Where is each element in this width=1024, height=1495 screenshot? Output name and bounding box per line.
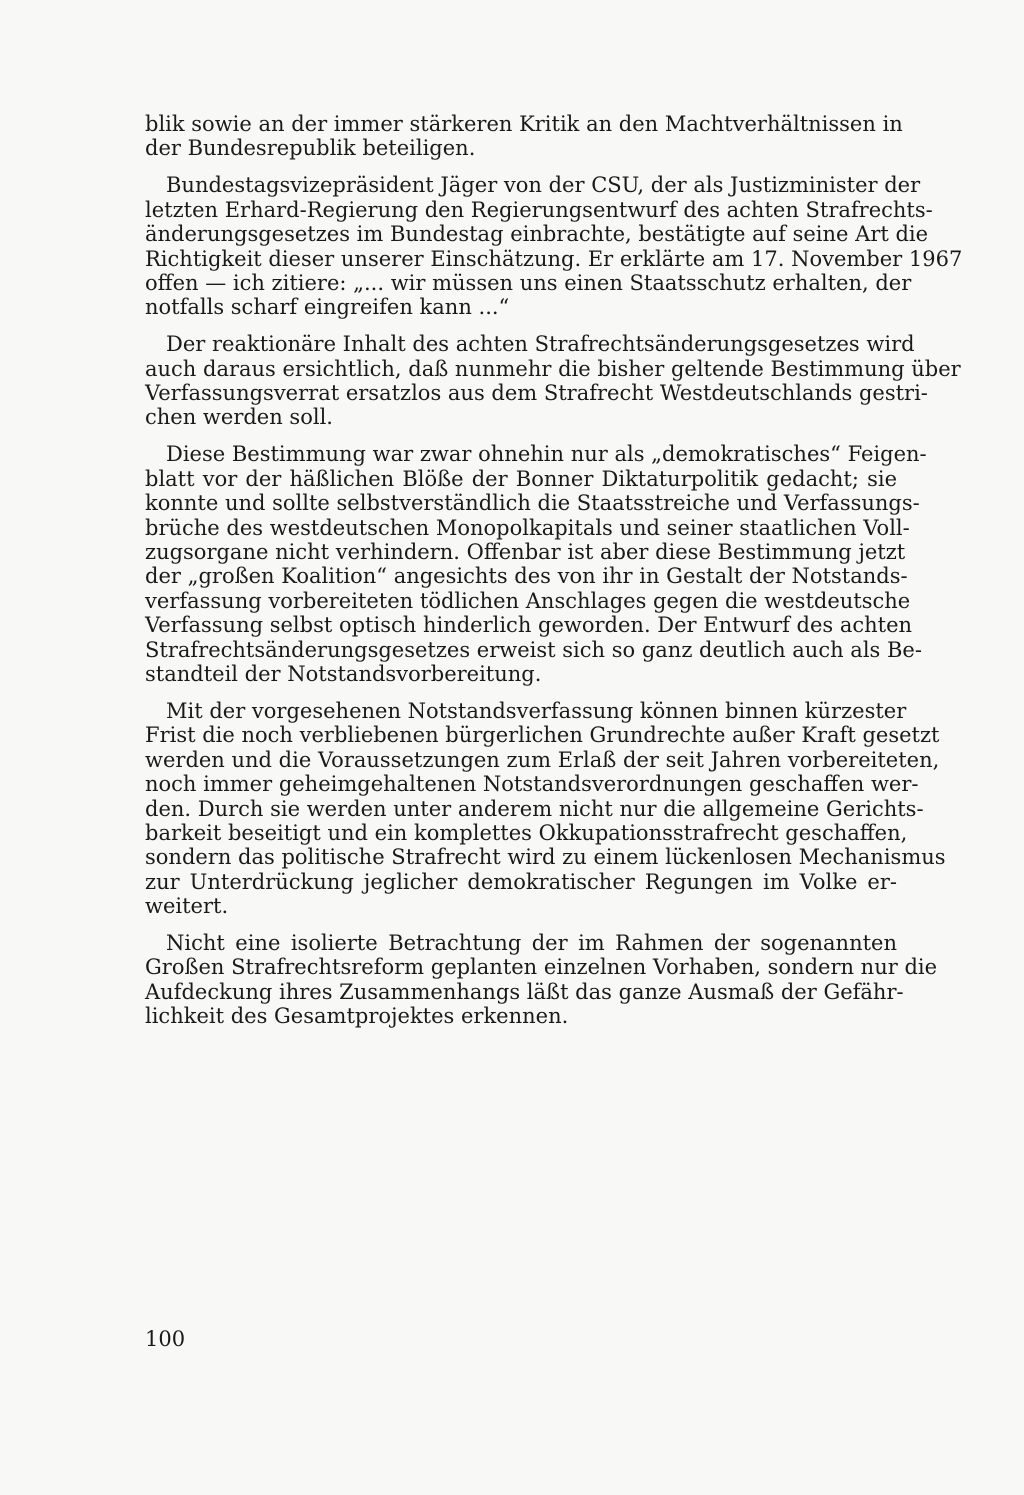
text-line: letzten Erhard-Regierung den Regierungsentwurf des achten Strafrechts- bbox=[145, 197, 933, 222]
text-line: den. Durch sie werden unter anderem nicht nur die allgemeine Gerichts- bbox=[145, 796, 924, 821]
text-line: Großen Strafrechtsreform geplanten einzelnen Vorhaben, sondern nur die bbox=[145, 955, 938, 980]
text-line: notfalls scharf eingreifen kann ...“ bbox=[145, 295, 510, 320]
text-line: zur Unterdrückung jeglicher demokratischer Regungen im Volke er- bbox=[145, 869, 897, 894]
paragraph bbox=[145, 112, 903, 161]
paragraph bbox=[145, 442, 927, 686]
text-line: Verfassung selbst optisch hinderlich geworden. Der Entwurf des achten bbox=[145, 613, 913, 638]
text-line: standteil der Notstandsvorbereitung. bbox=[145, 661, 542, 686]
text-line: chen werden soll. bbox=[145, 405, 333, 430]
paragraph bbox=[145, 332, 961, 430]
text-line: brüche des westdeutschen Monopolkapitals und seiner staatlichen Voll- bbox=[145, 515, 910, 540]
text-line: Der reaktionäre Inhalt des achten Strafrechtsänderungsgesetzes wird bbox=[166, 332, 915, 357]
text-line: noch immer geheimgehaltenen Notstandsverordnungen geschaffen wer- bbox=[145, 772, 919, 797]
text-line: konnte und sollte selbstverständlich die Staatsstreiche und Verfassungs- bbox=[145, 491, 920, 516]
text-line: Nicht eine isolierte Betrachtung der im Rahmen der sogenannten bbox=[166, 931, 897, 956]
text-line: zugsorgane nicht verhindern. Offenbar ist aber diese Bestimmung jetzt bbox=[145, 540, 906, 565]
text-line: offen — ich zitiere: „... wir müssen uns einen Staatsschutz erhalten, der bbox=[145, 270, 912, 295]
text-line: Verfassungsverrat ersatzlos aus dem Strafrecht Westdeutschlands gestri- bbox=[145, 381, 928, 406]
text-line: Mit der vorgesehenen Notstandsverfassung können binnen kürzester bbox=[166, 698, 907, 723]
text-line: Aufdeckung ihres Zusammenhangs läßt das ganze Ausmaß der Gefähr- bbox=[145, 979, 904, 1004]
page-number: 100 bbox=[145, 1327, 186, 1351]
text-line: Diese Bestimmung war zwar ohnehin nur als „demokratisches“ Feigen- bbox=[166, 442, 927, 467]
paragraph bbox=[145, 173, 963, 320]
text-line: änderungsgesetzes im Bundestag einbrachte, bestätigte auf seine Art die bbox=[145, 222, 929, 247]
text-line: Richtigkeit dieser unserer Einschätzung. Er erklärte am 17. November 1967 bbox=[145, 246, 963, 271]
text-line: blik sowie an der immer stärkeren Kritik an den Machtverhältnissen in bbox=[145, 112, 903, 136]
text-line: Strafrechtsänderungsgesetzes erweist sich so ganz deutlich auch als Be- bbox=[145, 637, 922, 662]
text-line: sondern das politische Strafrecht wird zu einem lückenlosen Mechanismus bbox=[145, 845, 946, 870]
text-line: auch daraus ersichtlich, daß nunmehr die bisher geltende Bestimmung über bbox=[145, 356, 961, 381]
text-line: lichkeit des Gesamtprojektes erkennen. bbox=[145, 1004, 569, 1029]
text-line: werden und die Voraussetzungen zum Erlaß der seit Jahren vorbereiteten, bbox=[145, 747, 940, 772]
text-line: Bundestagsvizepräsident Jäger von der CSU, der als Justizminister der bbox=[166, 173, 921, 198]
text-line: Frist die noch verbliebenen bürgerlichen Grundrechte außer Kraft gesetzt bbox=[145, 723, 940, 748]
text-line: barkeit beseitigt und ein komplettes Okkupationsstrafrecht geschaffen, bbox=[145, 820, 908, 845]
paragraph bbox=[145, 931, 938, 1029]
paragraph bbox=[145, 698, 946, 919]
body-text bbox=[145, 112, 963, 1041]
text-line: blatt vor der häßlichen Blöße der Bonner Diktaturpolitik gedacht; sie bbox=[145, 466, 897, 491]
text-line: verfassung vorbereiteten tödlichen Anschlages gegen die westdeutsche bbox=[145, 588, 911, 613]
text-line: der „großen Koalition“ angesichts des von ihr in Gestalt der Notstands- bbox=[145, 564, 908, 589]
text-line: weitert. bbox=[145, 894, 229, 919]
text-line: der Bundesrepublik beteiligen. bbox=[145, 136, 476, 161]
